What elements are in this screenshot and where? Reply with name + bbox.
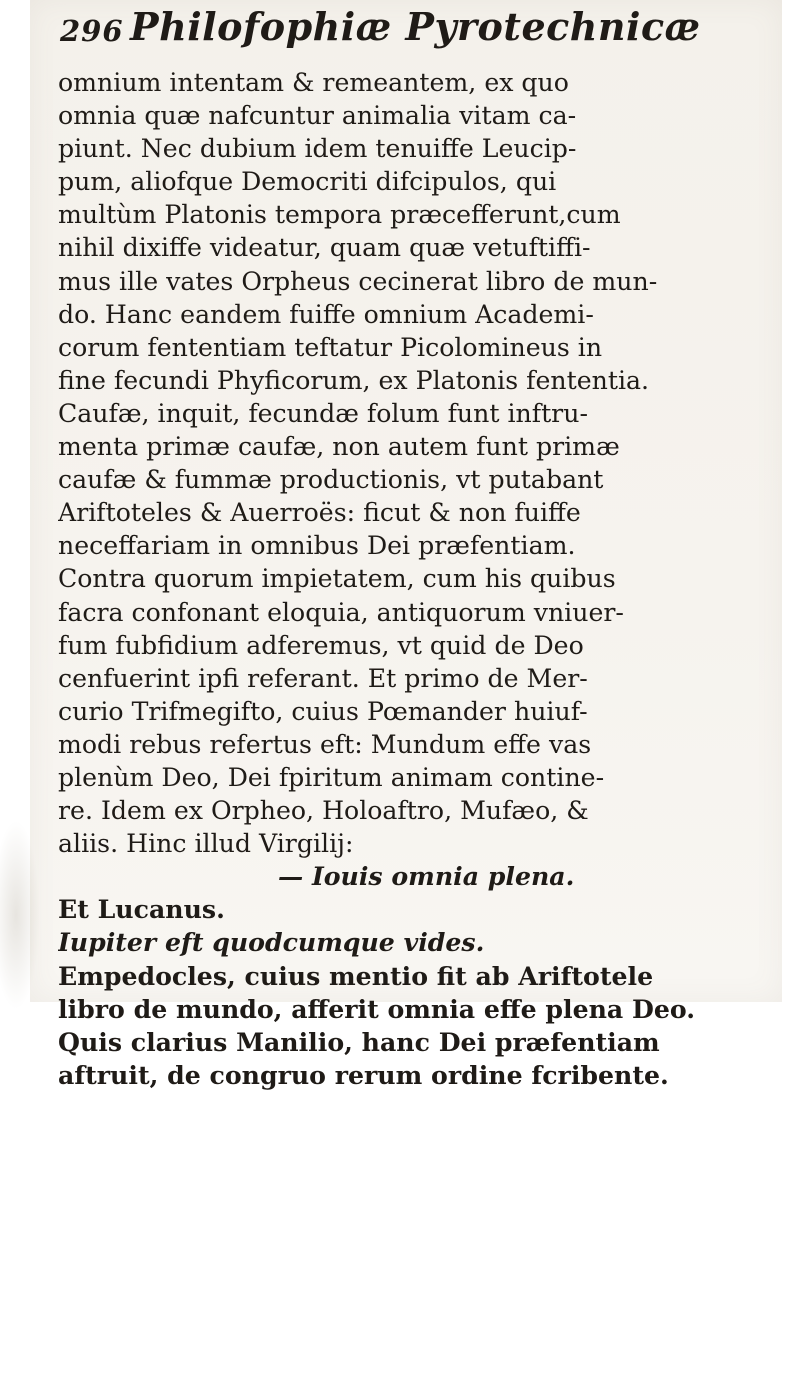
- text-line: omnia quæ nafcuntur animalia vitam ca-: [58, 101, 577, 131]
- text-line: do. Hanc eandem fuiffe omnium Academi-: [58, 299, 594, 329]
- text-line: omnium intentam & remeantem, ex quo: [58, 68, 569, 97]
- text-line: Iupiter eft quodcumque vides.: [58, 927, 485, 958]
- text-line: — Iouis omnia plena.: [278, 861, 575, 892]
- text-line: modi rebus refertus eft: Mundum effe vas: [58, 729, 592, 759]
- text-line: mus ille vates Orpheus cecinerat libro de mun-: [58, 266, 658, 296]
- text-line: neceffariam in omnibus Dei præfentiam.: [58, 531, 576, 561]
- text-line: fum fubfidium adferemus, vt quid de Deo: [58, 630, 584, 660]
- text-line: Contra quorum impietatem, cum his quibus: [58, 564, 616, 594]
- text-line: nihil dixiffe videatur, quam quæ vetuftiffi-: [58, 233, 591, 263]
- text-line: re. Idem ex Orpheo, Holoaftro, Mufæo, &: [58, 796, 589, 826]
- text-line: facra confonant eloquia, antiquorum vniuer-: [58, 597, 624, 627]
- text-line: fine fecundi Phyficorum, ex Platonis fententia.: [58, 365, 650, 395]
- text-line: pum, aliofque Democriti difcipulos, qui: [58, 167, 557, 197]
- text-line: aliis. Hinc illud Virgilij:: [58, 829, 354, 859]
- text-line: cenfuerint ipfi referant. Et primo de Mer-: [58, 663, 588, 693]
- text-line: libro de mundo, afferit omnia effe plena Deo.: [58, 993, 695, 1024]
- text-line: Ariftoteles & Auerroës: ficut & non fuiffe: [58, 498, 581, 528]
- text-line: Quis clarius Manilio, hanc Dei præfentiam: [58, 1026, 660, 1057]
- running-head: Philofophiæ Pyrotechnicæ: [130, 4, 701, 49]
- text-line: Caufæ, inquit, fecundæ folum funt inftru-: [58, 398, 588, 428]
- text-line: Empedocles, cuius mentio fit ab Ariftotele: [58, 960, 654, 991]
- text-line: multùm Platonis tempora præcefferunt,cum: [58, 200, 621, 230]
- text-line: Et Lucanus.: [58, 894, 225, 925]
- text-line: curio Trifmegifto, cuius Pœmander huiuf-: [58, 696, 588, 726]
- page-header: [60, 4, 770, 62]
- text-line: menta primæ caufæ, non autem funt primæ: [58, 432, 620, 462]
- text-line: aftruit, de congruo rerum ordine fcribente.: [58, 1059, 669, 1090]
- text-line: piunt. Nec dubium idem tenuiffe Leucip-: [58, 134, 577, 164]
- paper-stain: [0, 820, 40, 1010]
- text-line: plenùm Deo, Dei fpiritum animam contine-: [58, 762, 605, 792]
- text-line: caufæ & fummæ productionis, vt putabant: [58, 465, 604, 495]
- text-line: corum fententiam teftatur Picolomineus in: [58, 332, 603, 362]
- body-text: [58, 66, 778, 1092]
- page-number: 296: [60, 14, 124, 48]
